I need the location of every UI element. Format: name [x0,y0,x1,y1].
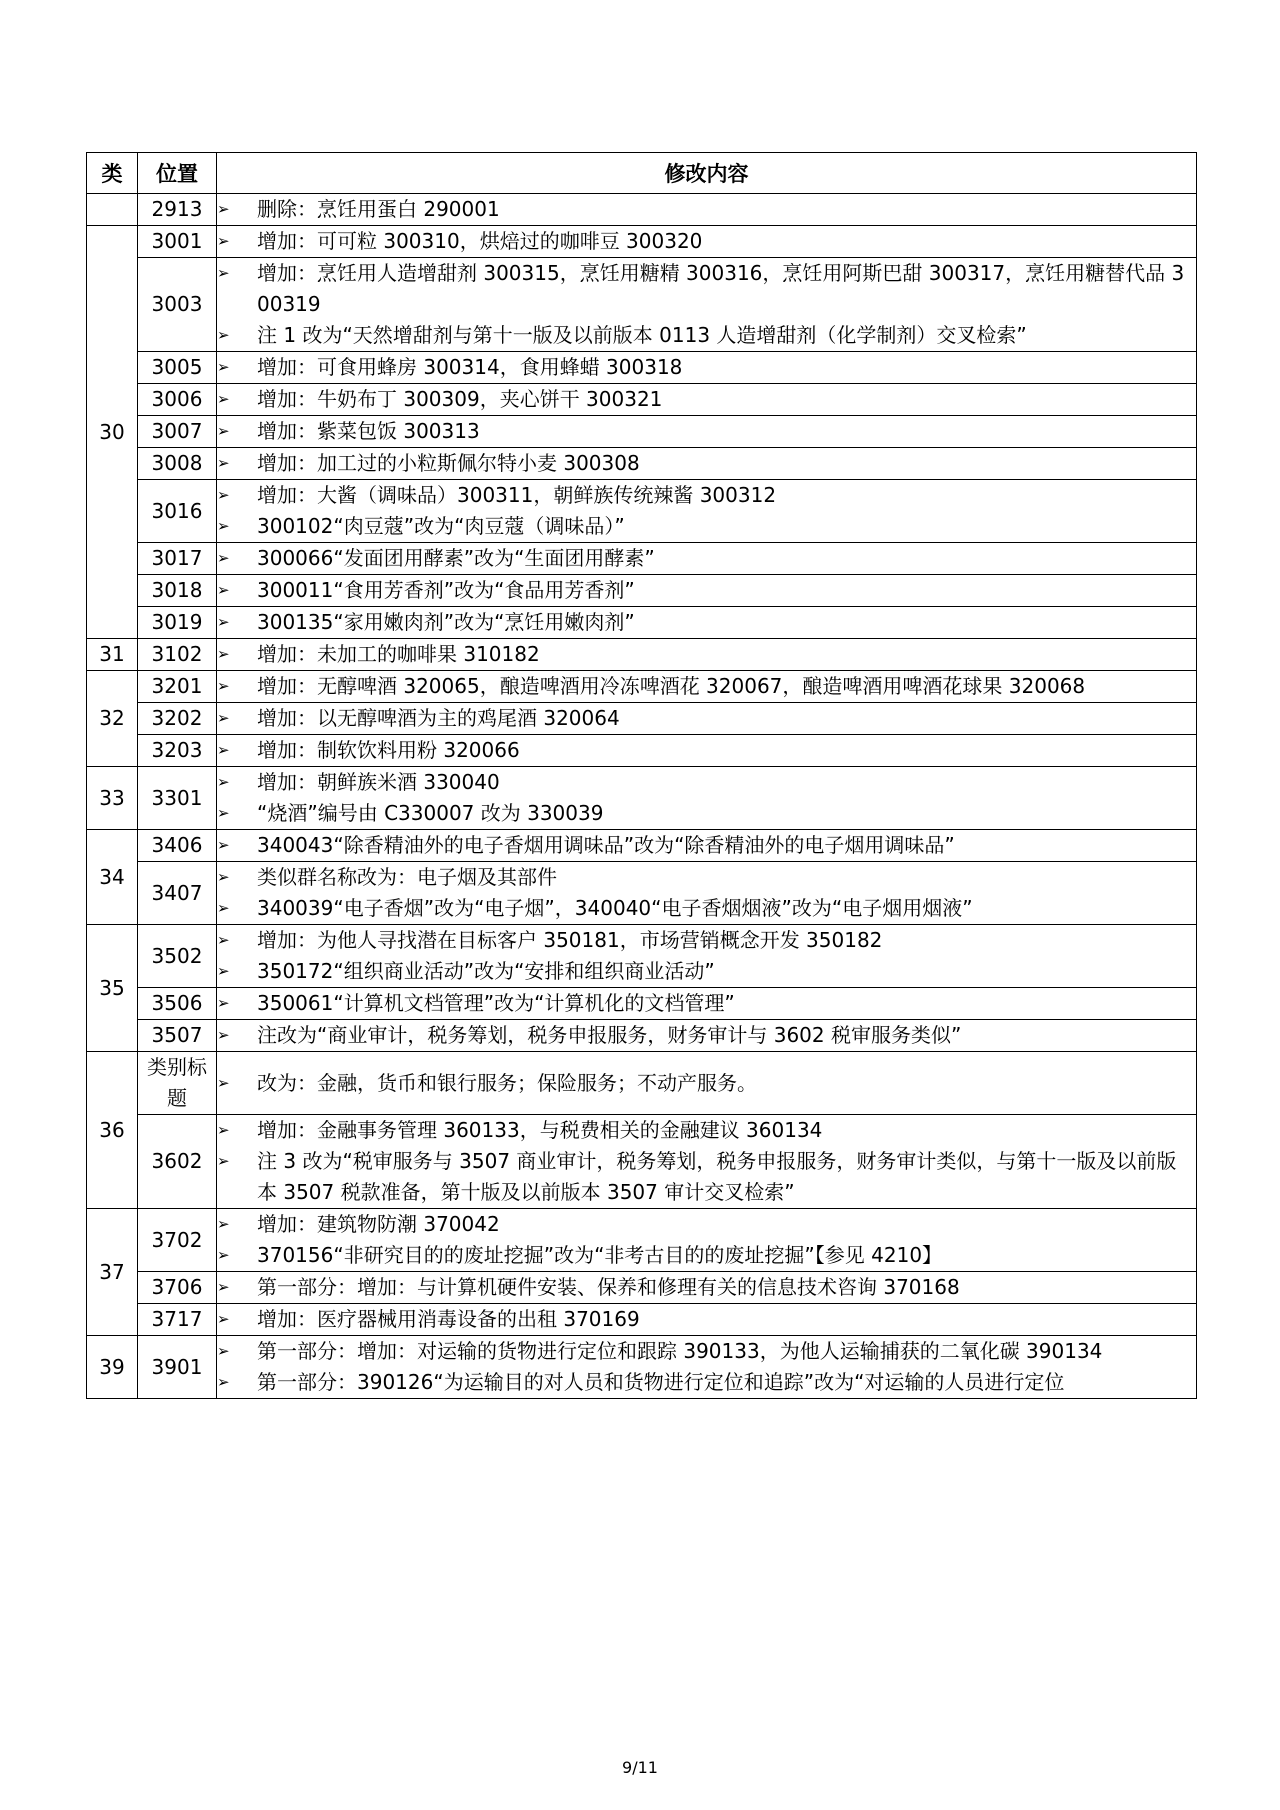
content-cell [217,575,1197,607]
position-cell: 3507 [138,1020,217,1052]
position-cell: 3102 [138,639,217,671]
entry-text: 第一部分：390126“为运输目的对人员和货物进行定位和追踪”改为“对运输的人员进行定位 [257,1370,1065,1394]
list-item [217,1304,1196,1335]
position-cell: 3406 [138,830,217,862]
content-cell [217,258,1197,352]
content-cell [217,1020,1197,1052]
list-item [217,543,1196,574]
content-cell [217,735,1197,767]
arrow-bullet-icon: ➢ [217,232,230,250]
arrow-bullet-icon: ➢ [217,962,230,980]
content-cell [217,448,1197,480]
arrow-bullet-icon: ➢ [217,326,230,344]
content-cell [217,767,1197,830]
table-header-row [87,153,1197,194]
arrow-bullet-icon: ➢ [217,454,230,472]
list-item [217,320,1196,351]
position-cell: 3018 [138,575,217,607]
arrow-bullet-icon: ➢ [217,868,230,886]
entry-text: 增加：大酱（调味品）300311，朝鲜族传统辣酱 300312 [257,483,777,507]
list-item [217,416,1196,447]
arrow-bullet-icon: ➢ [217,645,230,663]
content-cell [217,830,1197,862]
list-item [217,1272,1196,1303]
content-cell [217,384,1197,416]
arrow-bullet-icon: ➢ [217,549,230,567]
arrow-bullet-icon: ➢ [217,1342,230,1360]
table-row [87,862,1197,925]
arrow-bullet-icon: ➢ [217,709,230,727]
entry-text: 删除：烹饪用蛋白 290001 [257,197,500,221]
content-cell [217,1115,1197,1209]
position-cell: 3019 [138,607,217,639]
arrow-bullet-icon: ➢ [217,517,230,535]
list-item [217,1240,1196,1271]
class-number-cell: 31 [87,639,138,671]
arrow-bullet-icon: ➢ [217,1373,230,1391]
entry-text: “烧酒”编号由 C330007 改为 330039 [257,801,604,825]
content-cell [217,543,1197,575]
arrow-bullet-icon: ➢ [217,264,230,282]
arrow-bullet-icon: ➢ [217,200,230,218]
arrow-bullet-icon: ➢ [217,1152,230,1170]
content-cell [217,988,1197,1020]
arrow-bullet-icon: ➢ [217,1073,230,1092]
entry-text: 增加：牛奶布丁 300309，夹心饼干 300321 [257,387,663,411]
content-cell [217,416,1197,448]
entry-text: 300066“发面团用酵素”改为“生面团用酵素” [257,546,655,570]
table-row [87,480,1197,543]
entry-text: 第一部分：增加：对运输的货物进行定位和跟踪 390133，为他人运输捕获的二氧化碳 390134 [257,1339,1103,1363]
entry-text: 340039“电子香烟”改为“电子烟”，340040“电子香烟烟液”改为“电子烟用烟液” [257,896,973,920]
entry-text: 注 1 改为“天然增甜剂与第十一版及以前版本 0113 人造增甜剂（化学制剂）交叉检索” [257,323,1027,347]
content-cell [217,703,1197,735]
arrow-bullet-icon: ➢ [217,1026,230,1044]
arrow-bullet-icon: ➢ [217,1246,230,1264]
list-item [217,988,1196,1019]
entry-text: 增加：可食用蜂房 300314，食用蜂蜡 300318 [257,355,683,379]
arrow-bullet-icon: ➢ [217,358,230,376]
position-cell: 3016 [138,480,217,543]
table-row [87,194,1197,226]
entry-text: 改为：金融，货币和银行服务；保险服务；不动产服务。 [257,1070,757,1095]
list-item [217,925,1196,956]
list-item [217,1367,1196,1398]
position-cell: 2913 [138,194,217,226]
entry-text: 增加：朝鲜族米酒 330040 [257,770,500,794]
column-header-class: 类 [87,153,138,194]
page-number: 9/11 [622,1758,658,1777]
content-cell [217,1272,1197,1304]
table-row [87,1336,1197,1399]
arrow-bullet-icon: ➢ [217,1121,230,1139]
entry-text: 增加：可可粒 300310，烘焙过的咖啡豆 300320 [257,229,703,253]
position-cell: 3901 [138,1336,217,1399]
entry-text: 350061“计算机文档管理”改为“计算机化的文档管理” [257,991,735,1015]
class-number-cell: 33 [87,767,138,830]
list-item [217,893,1196,924]
position-cell: 3003 [138,258,217,352]
entry-text: 300011“食用芳香剂”改为“食品用芳香剂” [257,578,635,602]
list-item [217,258,1196,320]
list-item [217,1146,1196,1208]
list-item [217,384,1196,415]
arrow-bullet-icon: ➢ [217,486,230,504]
list-item [217,1209,1196,1240]
class-number-cell [87,194,138,226]
table-row [87,735,1197,767]
entry-text: 注 3 改为“税审服务与 3507 商业审计，税务筹划，税务申报服务，财务审计类似，与第十一版及以前版本 3507 税款准备，第十版及以前版本 3507 审计交叉检索” [257,1149,1177,1204]
list-item [217,956,1196,987]
list-item [217,1336,1196,1367]
class-number-cell: 30 [87,226,138,639]
list-item [217,671,1196,702]
position-cell: 3407 [138,862,217,925]
arrow-bullet-icon: ➢ [217,1215,230,1233]
arrow-bullet-icon: ➢ [217,677,230,695]
table-row [87,639,1197,671]
table-row [87,384,1197,416]
position-cell: 3203 [138,735,217,767]
position-cell: 类别标题 [138,1052,217,1115]
list-item [217,194,1196,225]
table-row [87,258,1197,352]
position-cell: 3602 [138,1115,217,1209]
table-row [87,671,1197,703]
table-row [87,1020,1197,1052]
position-cell: 3202 [138,703,217,735]
content-cell [217,194,1197,226]
position-cell: 3717 [138,1304,217,1336]
content-cell [217,639,1197,671]
entry-text: 增加：烹饪用人造增甜剂 300315，烹饪用糖精 300316，烹饪用阿斯巴甜 300317，烹饪用糖替代品 300319 [257,261,1185,316]
position-cell: 3706 [138,1272,217,1304]
arrow-bullet-icon: ➢ [217,931,230,949]
amendment-table [86,152,1197,1399]
arrow-bullet-icon: ➢ [217,804,230,822]
list-item [217,767,1196,798]
list-item [217,511,1196,542]
table-row [87,703,1197,735]
list-item [217,798,1196,829]
table-row [87,226,1197,258]
position-cell: 3017 [138,543,217,575]
table-row [87,830,1197,862]
content-cell [217,607,1197,639]
content-cell [217,1052,1197,1115]
table-row [87,448,1197,480]
entry-text: 增加：以无醇啤酒为主的鸡尾酒 320064 [257,706,620,730]
entry-text: 增加：医疗器械用消毒设备的出租 370169 [257,1307,640,1331]
table-row [87,352,1197,384]
list-item [217,830,1196,861]
position-cell: 3005 [138,352,217,384]
entry-text: 增加：为他人寻找潜在目标客户 350181，市场营销概念开发 350182 [257,928,883,952]
entry-text: 第一部分：增加：与计算机硬件安装、保养和修理有关的信息技术咨询 370168 [257,1275,960,1299]
table-row [87,1272,1197,1304]
list-item [217,862,1196,893]
table-row [87,575,1197,607]
arrow-bullet-icon: ➢ [217,899,230,917]
position-cell: 3006 [138,384,217,416]
position-cell: 3008 [138,448,217,480]
table-row [87,1304,1197,1336]
entry-text: 300135“家用嫩肉剂”改为“烹饪用嫩肉剂” [257,610,635,634]
class-number-cell: 32 [87,671,138,767]
entry-text: 增加：未加工的咖啡果 310182 [257,642,540,666]
list-item [217,352,1196,383]
position-cell: 3702 [138,1209,217,1272]
arrow-bullet-icon: ➢ [217,1278,230,1296]
position-cell: 3502 [138,925,217,988]
arrow-bullet-icon: ➢ [217,994,230,1012]
list-item [217,703,1196,734]
entry-text: 300102“肉豆蔻”改为“肉豆蔻（调味品）” [257,514,625,538]
table-body [87,194,1197,1399]
class-number-cell: 37 [87,1209,138,1336]
position-cell: 3007 [138,416,217,448]
position-cell: 3001 [138,226,217,258]
entry-text: 增加：紫菜包饭 300313 [257,419,480,443]
table-row [87,1115,1197,1209]
list-item [217,575,1196,606]
class-number-cell: 36 [87,1052,138,1209]
class-number-cell: 35 [87,925,138,1052]
entry-text: 注改为“商业审计，税务筹划，税务申报服务，财务审计与 3602 税审服务类似” [257,1023,962,1047]
position-cell: 3301 [138,767,217,830]
table-row [87,988,1197,1020]
table-row [87,1052,1197,1115]
list-item [217,448,1196,479]
content-cell [217,1304,1197,1336]
content-cell [217,925,1197,988]
arrow-bullet-icon: ➢ [217,1310,230,1328]
table-row [87,416,1197,448]
table-row [87,925,1197,988]
arrow-bullet-icon: ➢ [217,836,230,854]
arrow-bullet-icon: ➢ [217,773,230,791]
class-number-cell: 34 [87,830,138,925]
list-item [217,607,1196,638]
arrow-bullet-icon: ➢ [217,422,230,440]
position-cell: 3201 [138,671,217,703]
entry-text: 370156“非研究目的的废址挖掘”改为“非考古目的的废址挖掘”【参见 4210】 [257,1243,943,1267]
list-item [217,639,1196,670]
entry-text: 增加：金融事务管理 360133，与税费相关的金融建议 360134 [257,1118,823,1142]
column-header-position: 位置 [138,153,217,194]
list-item [217,480,1196,511]
class-number-cell: 39 [87,1336,138,1399]
content-cell [217,226,1197,258]
position-cell: 3506 [138,988,217,1020]
entry-text: 增加：加工过的小粒斯佩尔特小麦 300308 [257,451,640,475]
arrow-bullet-icon: ➢ [217,390,230,408]
content-cell [217,352,1197,384]
entry-text: 增加：建筑物防潮 370042 [257,1212,500,1236]
table-row [87,767,1197,830]
entry-text: 340043“除香精油外的电子香烟用调味品”改为“除香精油外的电子烟用调味品” [257,833,955,857]
entry-text: 增加：制软饮料用粉 320066 [257,738,520,762]
content-cell [217,862,1197,925]
content-cell [217,480,1197,543]
content-cell [217,1336,1197,1399]
table-row [87,1209,1197,1272]
column-header-content: 修改内容 [217,153,1197,194]
list-item [217,735,1196,766]
arrow-bullet-icon: ➢ [217,613,230,631]
entry-text: 类似群名称改为：电子烟及其部件 [257,865,557,889]
content-cell [217,671,1197,703]
list-item [217,1020,1196,1051]
list-item [217,1115,1196,1146]
list-item [217,1068,1196,1099]
arrow-bullet-icon: ➢ [217,581,230,599]
list-item [217,226,1196,257]
content-cell [217,1209,1197,1272]
entry-text: 增加：无醇啤酒 320065，酿造啤酒用冷冻啤酒花 320067，酿造啤酒用啤酒花球果 320068 [257,674,1086,698]
table-row [87,607,1197,639]
arrow-bullet-icon: ➢ [217,741,230,759]
entry-text: 350172“组织商业活动”改为“安排和组织商业活动” [257,959,715,983]
table-row [87,543,1197,575]
